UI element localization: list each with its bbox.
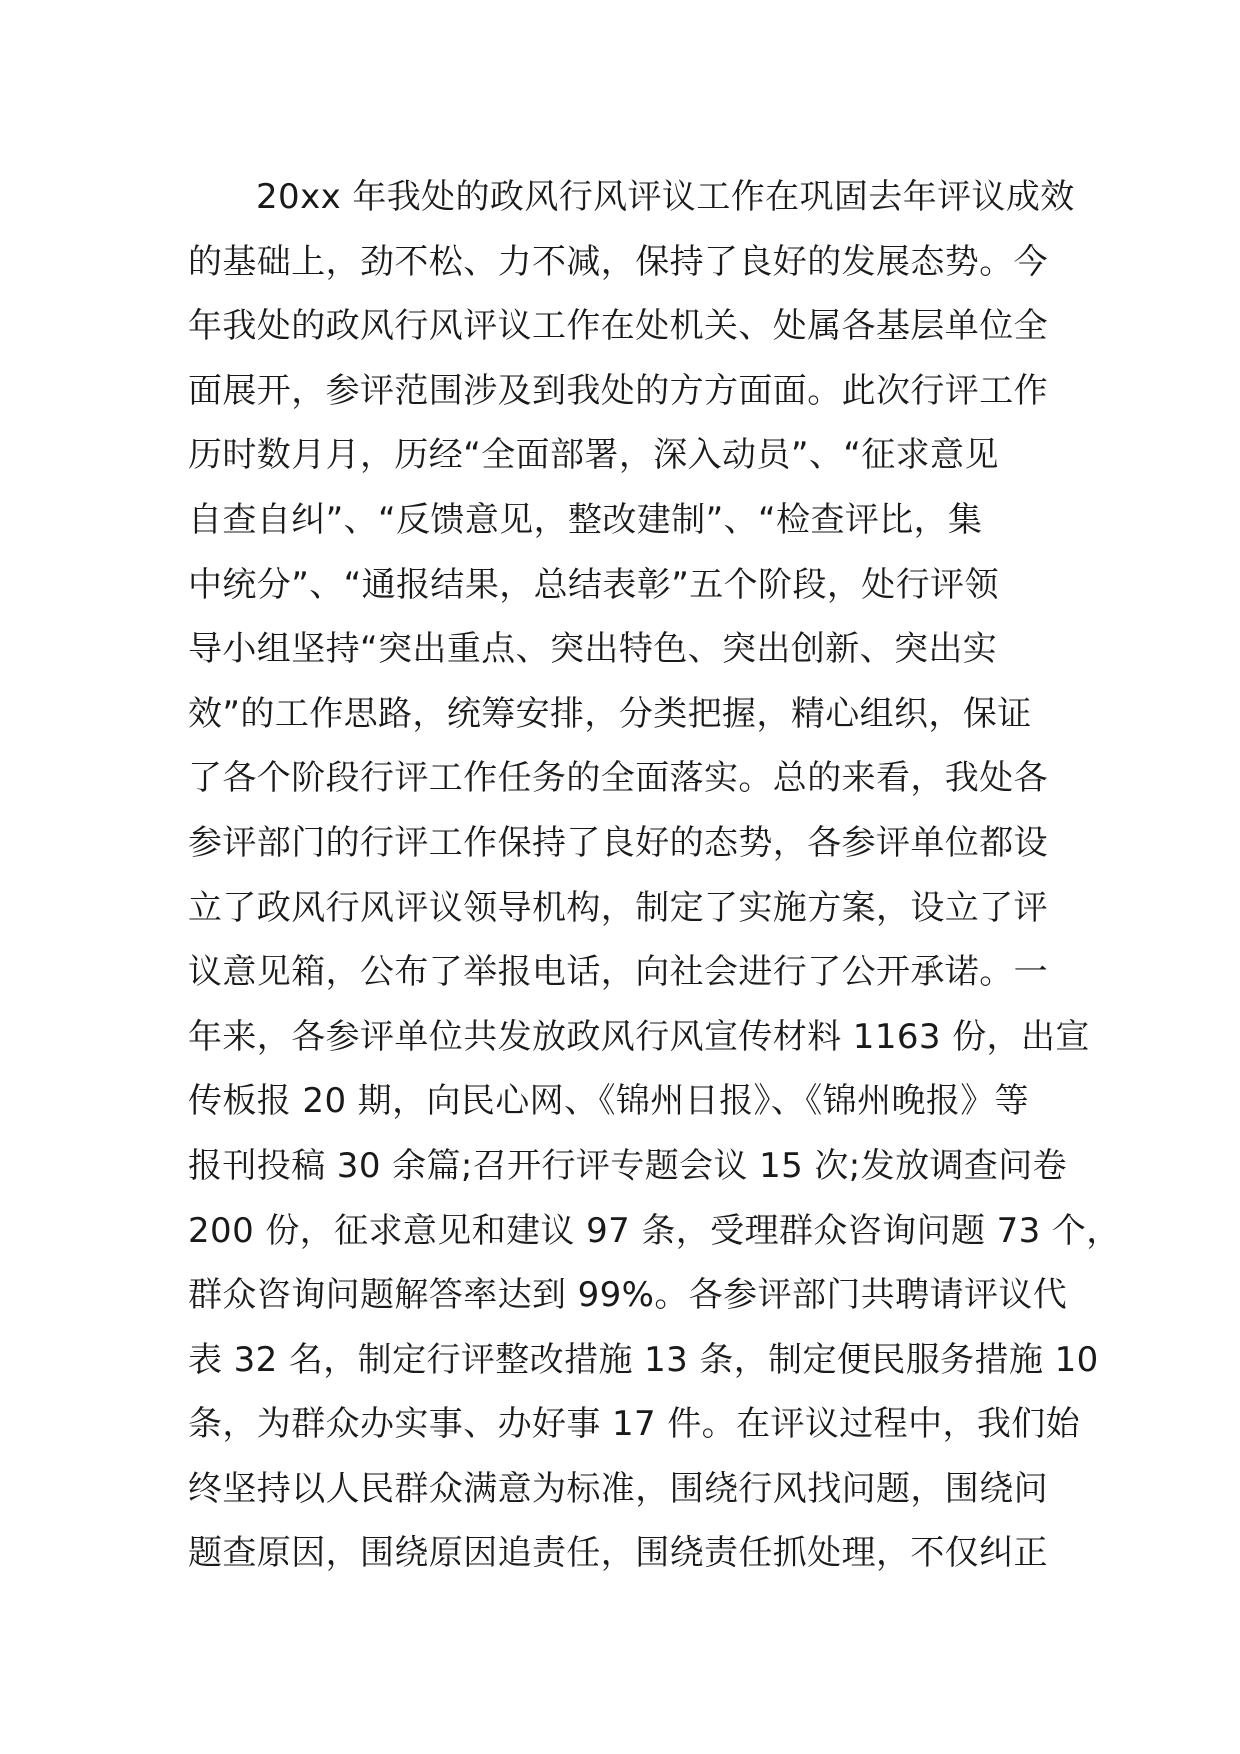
paragraph-line: 年我处的政风行风评议工作在处机关、处属各基层单位全 (188, 306, 1048, 347)
paragraph-line: 自查自纠”、“反馈意见，整改建制”、“检查评比，集 (188, 499, 983, 540)
paragraph-line: 群众咨询问题解答率达到 99%。各参评部门共聘请评议代 (188, 1275, 1068, 1316)
paragraph-line: 题查原因，围绕原因追责任，围绕责任抓处理，不仅纠正 (188, 1533, 1048, 1574)
paragraph-line: 立了政风行风评议领导机构，制定了实施方案，设立了评 (188, 887, 1048, 928)
paragraph-line: 终坚持以人民群众满意为标准，围绕行风找问题，围绕问 (188, 1468, 1048, 1509)
paragraph-line: 了各个阶段行评工作任务的全面落实。总的来看，我处各 (188, 758, 1048, 799)
paragraph-line: 历时数月月，历经“全面部署，深入动员”、“征求意见 (188, 435, 999, 476)
paragraph-line: 导小组坚持“突出重点、突出特色、突出创新、突出实 (188, 629, 998, 670)
paragraph-line: 议意见箱，公布了举报电话，向社会进行了公开承诺。一 (188, 952, 1048, 993)
paragraph-line: 的基础上，劲不松、力不减，保持了良好的发展态势。今 (188, 241, 1048, 282)
paragraph-line: 报刊投稿 30 余篇;召开行评专题会议 15 次;发放调查问卷 (188, 1145, 1068, 1186)
paragraph-line: 效”的工作思路，统筹安排，分类把握，精心组织，保证 (188, 693, 1032, 734)
paragraph-line: 参评部门的行评工作保持了良好的态势，各参评单位都设 (188, 822, 1048, 863)
paragraph-line: 年来，各参评单位共发放政风行风宣传材料 1163 份，出宣 (188, 1016, 1090, 1057)
paragraph-line: 20xx 年我处的政风行风评议工作在巩固去年评议成效 (256, 177, 1075, 217)
paragraph-line: 200 份，征求意见和建议 97 条，受理群众咨询问题 73 个， (188, 1210, 1121, 1251)
paragraph-line: 面展开，参评范围涉及到我处的方方面面。此次行评工作 (188, 370, 1048, 411)
body-paragraph (188, 165, 1121, 1586)
paragraph-line: 中统分”、“通报结果，总结表彰”五个阶段，处行评领 (188, 564, 999, 605)
paragraph-line: 条，为群众办实事、办好事 17 件。在评议过程中，我们始 (188, 1404, 1081, 1445)
paragraph-line: 传板报 20 期，向民心网、《锦州日报》、《锦州晚报》等 (188, 1081, 1030, 1122)
paragraph-line: 表 32 名，制定行评整改措施 13 条，制定便民服务措施 10 (188, 1339, 1099, 1380)
